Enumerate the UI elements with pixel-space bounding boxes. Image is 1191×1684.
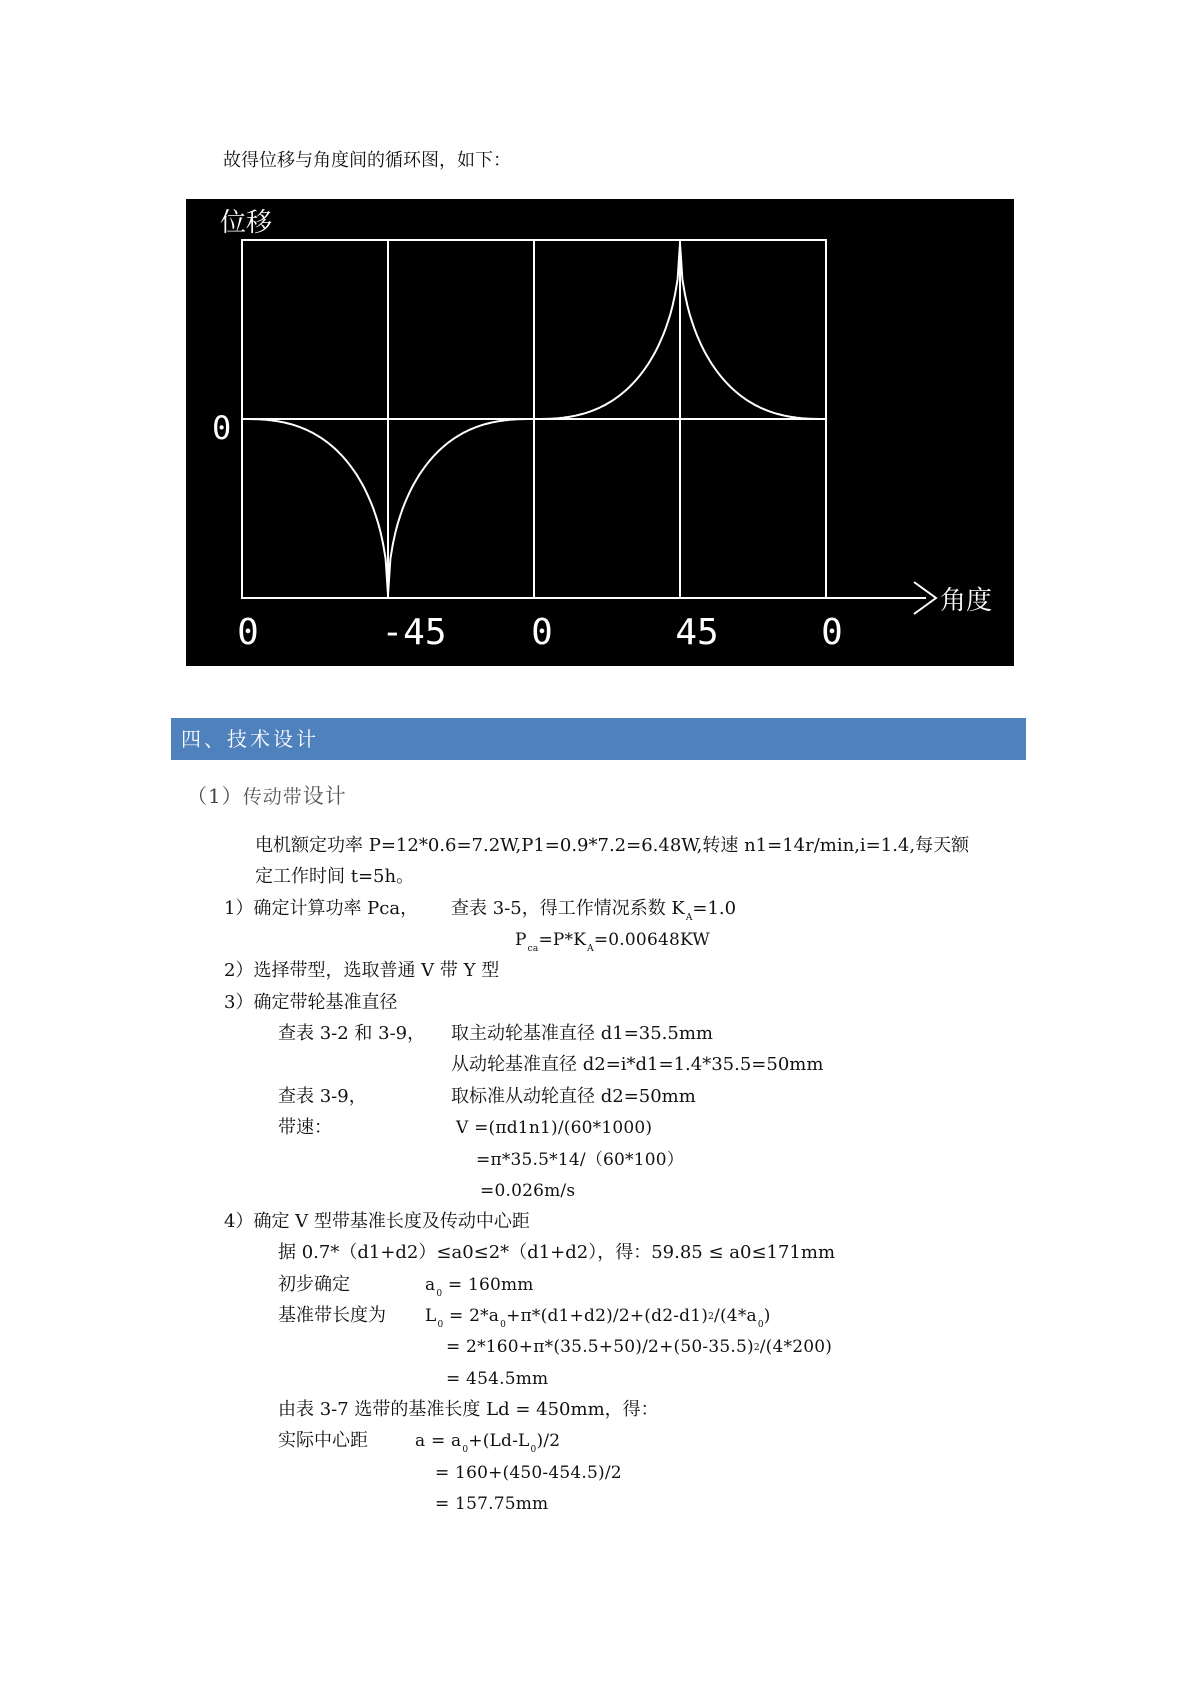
step3-speed-2: =π*35.5*14/（60*100）: [476, 1150, 685, 1170]
step4-len-label: 基准带长度为: [278, 1305, 386, 1326]
formula-p: P: [515, 930, 527, 950]
subsection-number: （1）: [187, 784, 243, 808]
step4-title: 4）确定 V 型带基准长度及传动中心距: [224, 1211, 530, 1232]
step4-init-label: 初步确定: [278, 1274, 350, 1295]
center-f1-sub2: 0: [530, 1445, 537, 1455]
x-tick-4: 0: [821, 612, 843, 653]
init-a: a: [425, 1275, 436, 1295]
x-tick-3: 45: [675, 612, 719, 653]
center-f1a: a = a: [415, 1431, 462, 1451]
center-f1c: )/2: [536, 1431, 561, 1451]
step1-k-sub: A: [685, 913, 693, 923]
len-L-sub: 0: [437, 1320, 444, 1330]
step3-r3-value: 取标准从动轮直径 d2=50mm: [451, 1086, 696, 1107]
len-f1-d: ): [763, 1306, 771, 1326]
x-tick-2: 0: [531, 612, 553, 653]
len-f1-sub: 0: [500, 1320, 507, 1330]
formula-p-sub: ca: [527, 944, 539, 954]
cycle-chart: [186, 199, 1014, 666]
subsection-title-a: 传动带: [242, 786, 303, 808]
x-tick-0: 0: [237, 612, 259, 653]
len-L: L: [425, 1306, 437, 1326]
len-f1-pow: 2: [708, 1312, 715, 1322]
step1-lookup: [451, 898, 736, 923]
x-tick-1: -45: [381, 612, 447, 653]
step3-speed-1: V =(πd1n1)/(60*1000): [456, 1118, 653, 1138]
step3-r2-value: 从动轮基准直径 d2=i*d1=1.4*35.5=50mm: [451, 1054, 824, 1075]
len-f2-pow: 2: [753, 1343, 760, 1353]
step4-len-formula-1: [425, 1305, 771, 1330]
formula-mid: =P*K: [538, 930, 587, 950]
para-line-2: 定工作时间 t=5h。: [255, 866, 415, 887]
section-title: 四、技术设计: [181, 727, 319, 751]
step3-title: 3）确定带轮基准直径: [224, 992, 398, 1013]
step3-speed-label: 带速：: [278, 1117, 332, 1138]
len-f2-b: /(4*200): [759, 1337, 833, 1357]
x-axis-label: 角度: [940, 586, 993, 616]
subsection-heading: [187, 780, 347, 810]
len-f1-sub2: 0: [757, 1320, 764, 1330]
formula-k-sub: A: [587, 944, 594, 954]
step2-title: 2）选择带型，选取普通 V 带 Y 型: [224, 960, 500, 981]
section-heading: [171, 718, 1026, 760]
y-zero-label: 0: [212, 409, 232, 447]
step4-center-formula-1: [415, 1430, 560, 1455]
step4-len-formula-3: = 454.5mm: [446, 1369, 549, 1389]
step4-len-formula-2: [446, 1336, 832, 1361]
step3-r3-label: 查表 3-9，: [278, 1086, 367, 1107]
displacement-angle-figure: [186, 199, 1014, 666]
step4-center-formula-3: = 157.75mm: [435, 1494, 549, 1514]
formula-end: =0.00648KW: [593, 930, 710, 950]
len-f1-c: /(4*a: [714, 1306, 757, 1326]
len-f1: = 2*a: [449, 1306, 500, 1326]
step4-center-formula-2: = 160+(450-454.5)/2: [435, 1463, 622, 1483]
step4-init-formula: [425, 1274, 534, 1299]
len-f1-b: +π*(d1+d2)/2+(d2-d1): [506, 1306, 709, 1326]
center-f1-sub: 0: [462, 1445, 469, 1455]
intro-text: 故得位移与角度间的循环图，如下：: [223, 150, 511, 171]
step4-range: 据 0.7*（d1+d2）≤a0≤2*（d1+d2），得：59.85 ≤ a0≤171mm: [278, 1242, 836, 1263]
step1-title: 1）确定计算功率 Pca，: [224, 898, 419, 919]
para-line-1: 电机额定功率 P=12*0.6=7.2W,P1=0.9*7.2=6.48W,转速 n1=14r/min,i=1.4,每天额: [255, 835, 970, 856]
step1-lookup-text: 查表 3-5，得工作情况系数 K: [451, 898, 685, 919]
step3-speed-3: =0.026m/s: [480, 1181, 576, 1201]
init-a-sub: 0: [436, 1289, 443, 1299]
chart-grid: [242, 240, 936, 614]
step1-formula: [515, 929, 710, 954]
step4-center-label: 实际中心距: [278, 1430, 368, 1451]
step1-k-val: =1.0: [692, 898, 737, 919]
len-f2: = 2*160+π*(35.5+50)/2+(50-35.5): [446, 1337, 754, 1357]
step4-select-text: 由表 3-7 选带的基准长度 Ld = 450mm，得：: [278, 1399, 659, 1420]
step3-r1-label: 查表 3-2 和 3-9，: [278, 1023, 426, 1044]
subsection-title-b: 设计: [302, 784, 347, 808]
step3-r1-value: 取主动轮基准直径 d1=35.5mm: [451, 1023, 713, 1044]
init-val: = 160mm: [447, 1275, 534, 1295]
center-f1b: +(Ld-L: [468, 1431, 530, 1451]
y-axis-label: 位移: [220, 208, 273, 238]
